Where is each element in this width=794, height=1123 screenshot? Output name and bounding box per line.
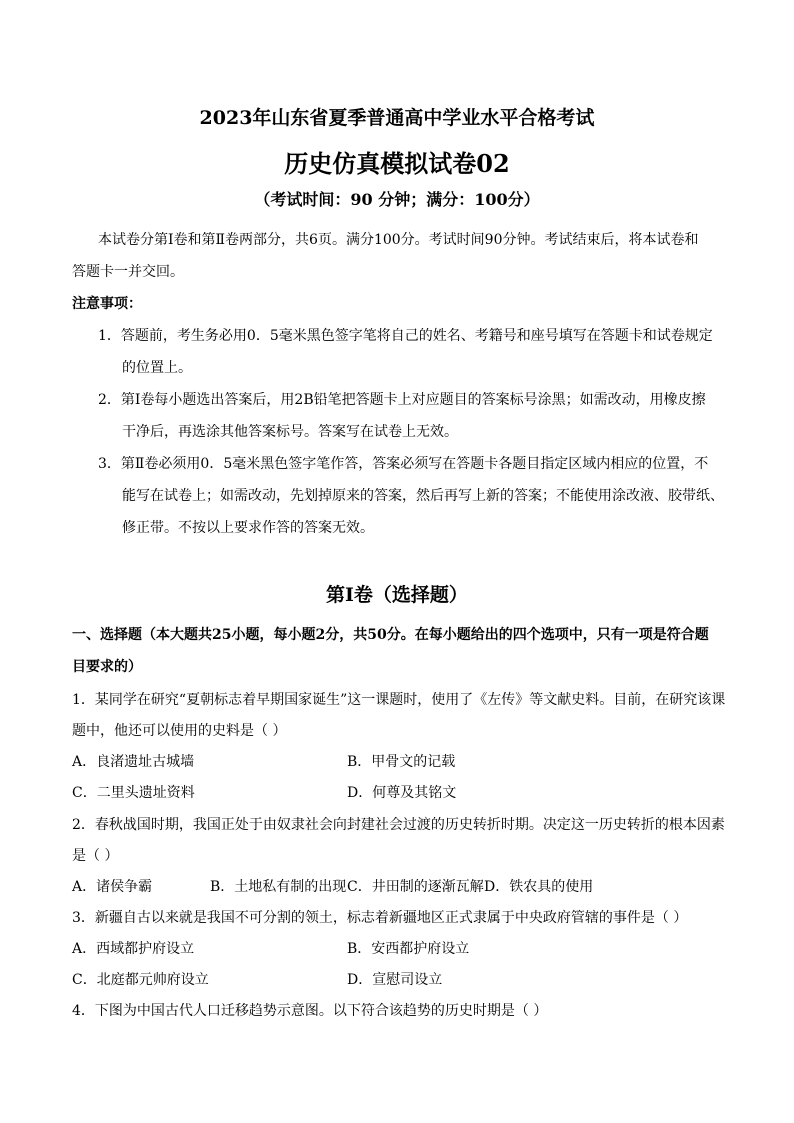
- q2-stem-line-1: 2．春秋战国时期，我国正处于由奴隶社会向封建社会过渡的历史转折时期。决定这一历史转折的根本因素: [72, 817, 725, 833]
- intro-line-2: 答题卡一并交回。: [72, 264, 184, 280]
- q3-stem: 3．新疆自古以来就是我国不可分割的领土，标志着新疆地区正式隶属于中央政府管辖的事件是（ ）: [72, 910, 688, 926]
- q3-option-c: C．北庭都元帅府设立: [72, 972, 209, 988]
- q1-option-c: C．二里头遗址资料: [72, 785, 195, 801]
- q1-stem-line-2: 题中，他还可以使用的史料是（ ）: [72, 723, 287, 739]
- note-3-line-1: 3．第Ⅱ卷必须用0．5毫米黑色签字笔作答，答案必须写在答题卡各题目指定区域内相应的位置，不: [98, 456, 709, 472]
- section-instructions-line-1: 一、选择题（本大题共25小题，每小题2分，共50分。在每小题给出的四个选项中，只有一项是符合题: [72, 627, 709, 643]
- q3-option-b: B．安西都护府设立: [347, 941, 470, 957]
- notes-heading: 注意事项：: [72, 296, 142, 312]
- q1-stem-line-1: 1．某同学在研究“夏朝标志着早期国家诞生”这一课题时，使用了《左传》等文献史料。目前，在研究该课: [72, 692, 726, 708]
- q4-stem: 4．下图为中国古代人口迁移趋势示意图。以下符合该趋势的历史时期是（ ）: [72, 1003, 548, 1019]
- note-1-line-2: 的位置上。: [122, 360, 192, 376]
- paper-title: 历史仿真模拟试卷02: [284, 149, 510, 178]
- note-1-line-1: 1．答题前，考生务必用0．5毫米黑色签字笔将自己的姓名、考籍号和座号填写在答题卡和试卷规定: [98, 328, 713, 344]
- note-3-line-2: 能写在试卷上；如需改动，先划掉原来的答案，然后再写上新的答案；不能使用涂改液、胶带纸、: [122, 488, 724, 504]
- q1-option-a: A．良渚遗址古城墙: [72, 754, 195, 770]
- q2-option-c: C．井田制的逐渐瓦解: [347, 879, 484, 895]
- q1-option-b: B．甲骨文的记载: [347, 754, 456, 770]
- q2-stem-line-2: 是（ ）: [72, 848, 119, 864]
- q2-option-b: B．土地私有制的出现: [210, 879, 347, 895]
- section-title: 第Ⅰ卷（选择题）: [326, 584, 468, 606]
- q3-option-d: D．宣慰司设立: [347, 972, 443, 988]
- exam-title: 2023年山东省夏季普通高中学业水平合格考试: [199, 107, 595, 129]
- note-3-line-3: 修正带。不按以上要求作答的答案无效。: [122, 520, 374, 536]
- q2-option-d: D．铁农具的使用: [484, 879, 594, 895]
- q1-option-d: D．何尊及其铭文: [347, 785, 457, 801]
- exam-duration-score: （考试时间：90 分钟；满分：100分）: [254, 190, 540, 209]
- q2-option-a: A．诸侯争霸: [72, 879, 153, 895]
- section-instructions-line-2: 目要求的）: [72, 659, 142, 675]
- intro-line-1: 本试卷分第Ⅰ卷和第Ⅱ卷两部分，共6页。满分100分。考试时间90分钟。考试结束后，将本试卷和: [98, 232, 699, 248]
- q3-option-a: A．西域都护府设立: [72, 941, 195, 957]
- note-2-line-2: 干净后，再选涂其他答案标号。答案写在试卷上无效。: [122, 424, 458, 440]
- note-2-line-1: 2．第Ⅰ卷每小题选出答案后，用2B铅笔把答题卡上对应题目的答案标号涂黑；如需改动，用橡皮擦: [98, 392, 706, 408]
